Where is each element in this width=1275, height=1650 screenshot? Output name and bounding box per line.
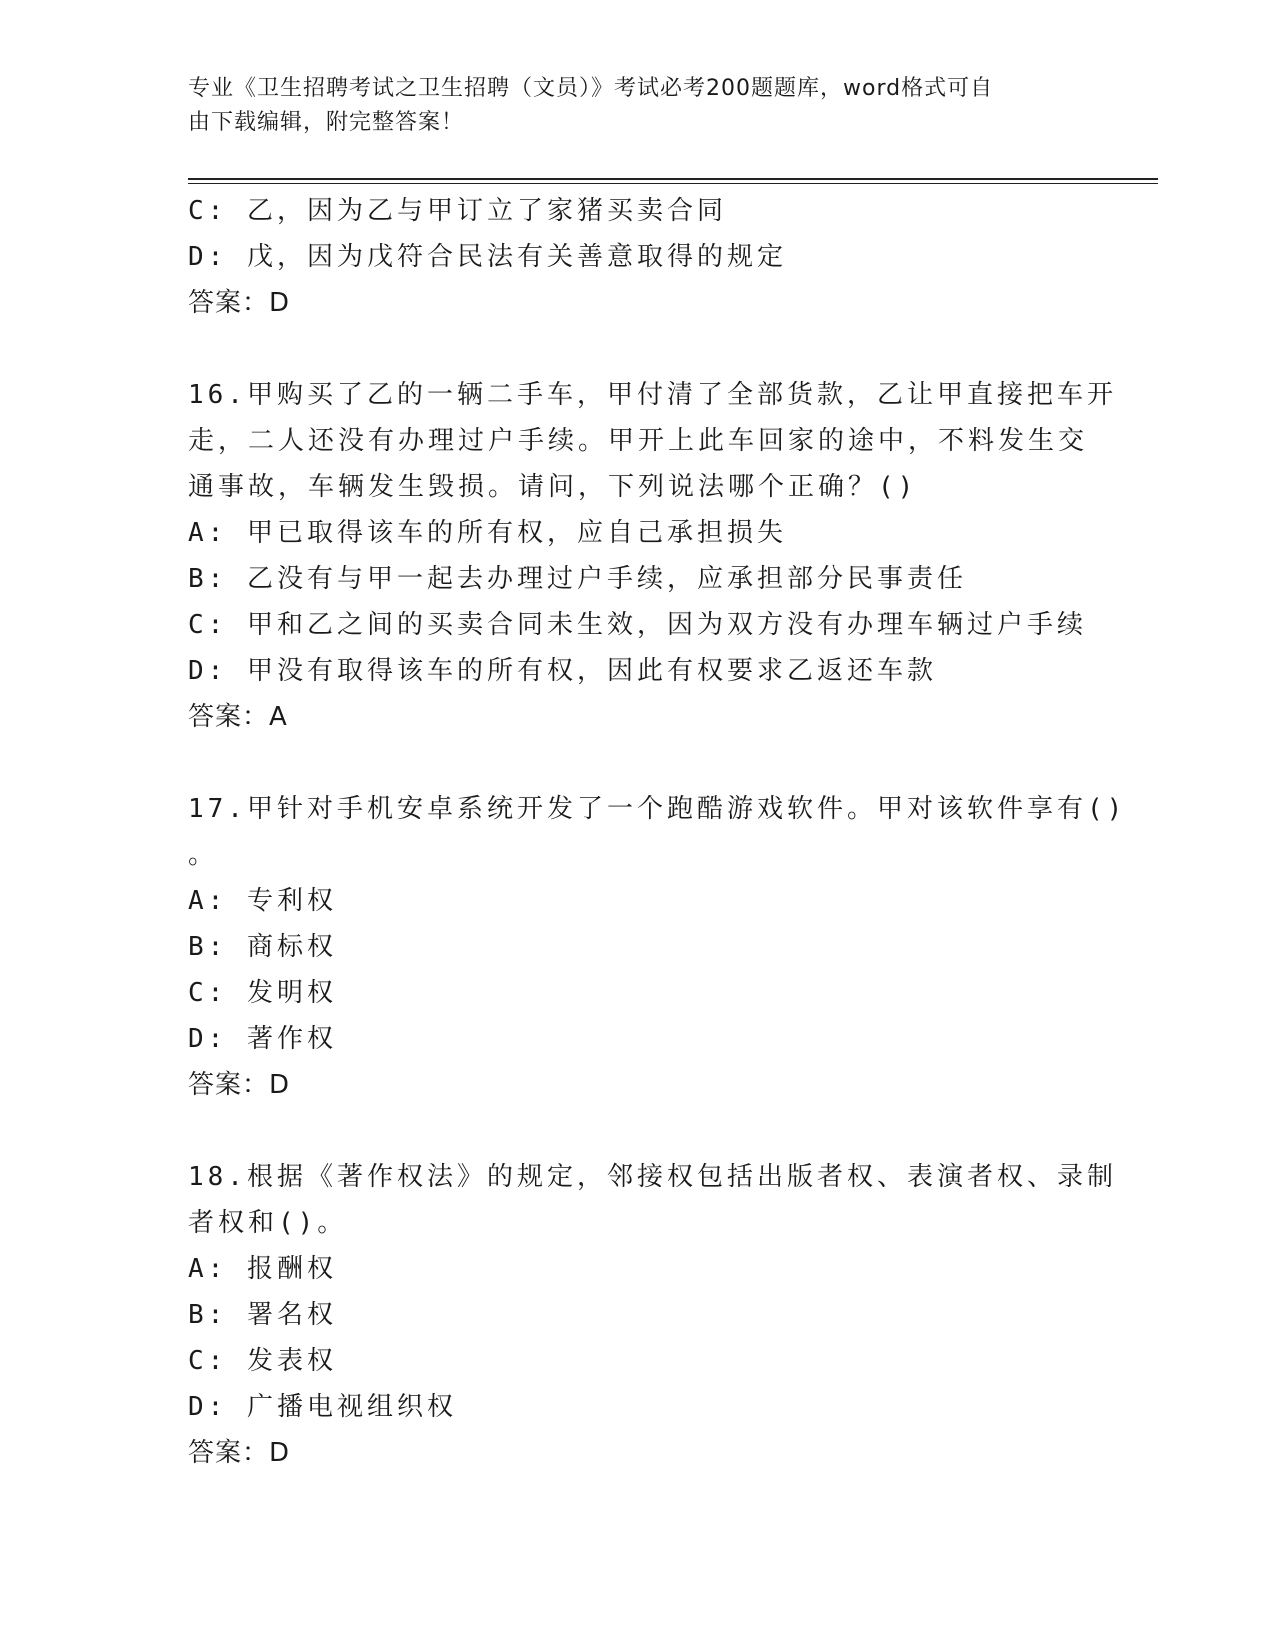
header-line-1: 专业《卫生招聘考试之卫生招聘（文员）》考试必考200题题库，word格式可自 [188, 76, 994, 101]
option-c: C: 甲和乙之间的买卖合同未生效，因为双方没有办理车辆过户手续 [188, 610, 1087, 640]
option-d: D: 广播电视组织权 [188, 1392, 457, 1422]
question-text-line: 通事故，车辆发生毁损。请问，下列说法哪个正确？() [188, 472, 918, 502]
question-text-line: 者权和()。 [188, 1208, 348, 1238]
option-d: D: 甲没有取得该车的所有权，因此有权要求乙返还车款 [188, 656, 937, 686]
header-line-2: 由下载编辑，附完整答案！ [188, 110, 465, 135]
question-15-continued [188, 188, 1088, 326]
option-b: B: 商标权 [188, 932, 337, 962]
option-a: A: 甲已取得该车的所有权，应自己承担损失 [188, 518, 787, 548]
question-18 [188, 1154, 1117, 1476]
header-divider [188, 178, 1158, 180]
option-c: C: 发明权 [188, 978, 337, 1008]
question-16 [188, 372, 1117, 740]
option-a: A: 专利权 [188, 886, 337, 916]
question-text-line: 走，二人还没有办理过户手续。甲开上此车回家的途中，不料发生交 [188, 426, 1089, 456]
question-17 [188, 786, 1127, 1108]
question-text-line: 。 [188, 840, 219, 870]
option-d: D: 著作权 [188, 1024, 337, 1054]
document-header [188, 72, 1068, 140]
option-d: D: 戊，因为戊符合民法有关善意取得的规定 [188, 242, 787, 272]
option-b: B: 署名权 [188, 1300, 337, 1330]
option-b: B: 乙没有与甲一起去办理过户手续，应承担部分民事责任 [188, 564, 967, 594]
answer-label: 答案：A [188, 702, 288, 732]
header-divider-thin [188, 183, 1158, 184]
question-text-line: 16.甲购买了乙的一辆二手车，甲付清了全部货款，乙让甲直接把车开 [188, 380, 1117, 410]
option-c: C: 乙，因为乙与甲订立了家猪买卖合同 [188, 196, 727, 226]
question-text-line: 18.根据《著作权法》的规定，邻接权包括出版者权、表演者权、录制 [188, 1162, 1117, 1192]
answer-label: 答案：D [188, 288, 291, 318]
option-c: C: 发表权 [188, 1346, 337, 1376]
answer-label: 答案：D [188, 1070, 291, 1100]
answer-label: 答案：D [188, 1438, 291, 1468]
question-text-line: 17.甲针对手机安卓系统开发了一个跑酷游戏软件。甲对该软件享有() [188, 794, 1127, 824]
option-a: A: 报酬权 [188, 1254, 337, 1284]
document-body [188, 188, 1127, 1476]
